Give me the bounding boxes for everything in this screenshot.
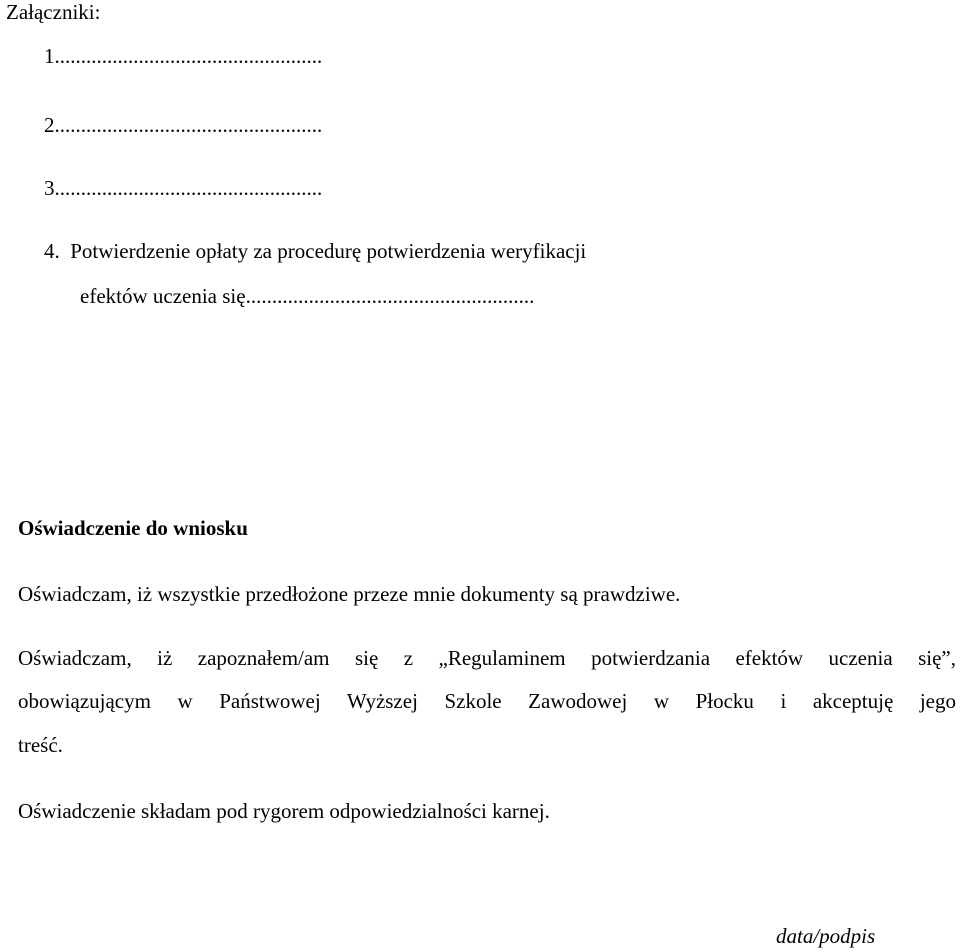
- declaration-statement-truthfulness: Oświadczam, iż wszystkie przedłożone przeze mnie dokumenty są prawdziwe.: [18, 582, 681, 606]
- declaration-statement-regulation-line-2: obowiązującym w Państwowej Wyższej Szkole Zawodowej w Płocku i akceptuję jego: [18, 689, 956, 713]
- attachments-heading: Załączniki:: [6, 0, 101, 24]
- attachment-item-3: 3...................................................: [44, 176, 323, 200]
- attachment-item-4-continuation: efektów uczenia się.......................................................: [80, 284, 535, 308]
- attachment-item-2: 2...................................................: [44, 113, 323, 137]
- declaration-statement-liability: Oświadczenie składam pod rygorem odpowiedzialności karnej.: [18, 799, 550, 823]
- signature-label: data/podpis: [776, 924, 876, 948]
- declaration-statement-regulation-line-3: treść.: [18, 733, 63, 757]
- declaration-title: Oświadczenie do wniosku: [18, 516, 248, 540]
- declaration-statement-regulation-line-1: Oświadczam, iż zapoznałem/am się z „Regulaminem potwierdzania efektów uczenia się”,: [18, 646, 956, 670]
- attachment-item-1: 1...................................................: [44, 44, 323, 68]
- attachment-item-4: 4. Potwierdzenie opłaty za procedurę potwierdzenia weryfikacji: [44, 239, 587, 263]
